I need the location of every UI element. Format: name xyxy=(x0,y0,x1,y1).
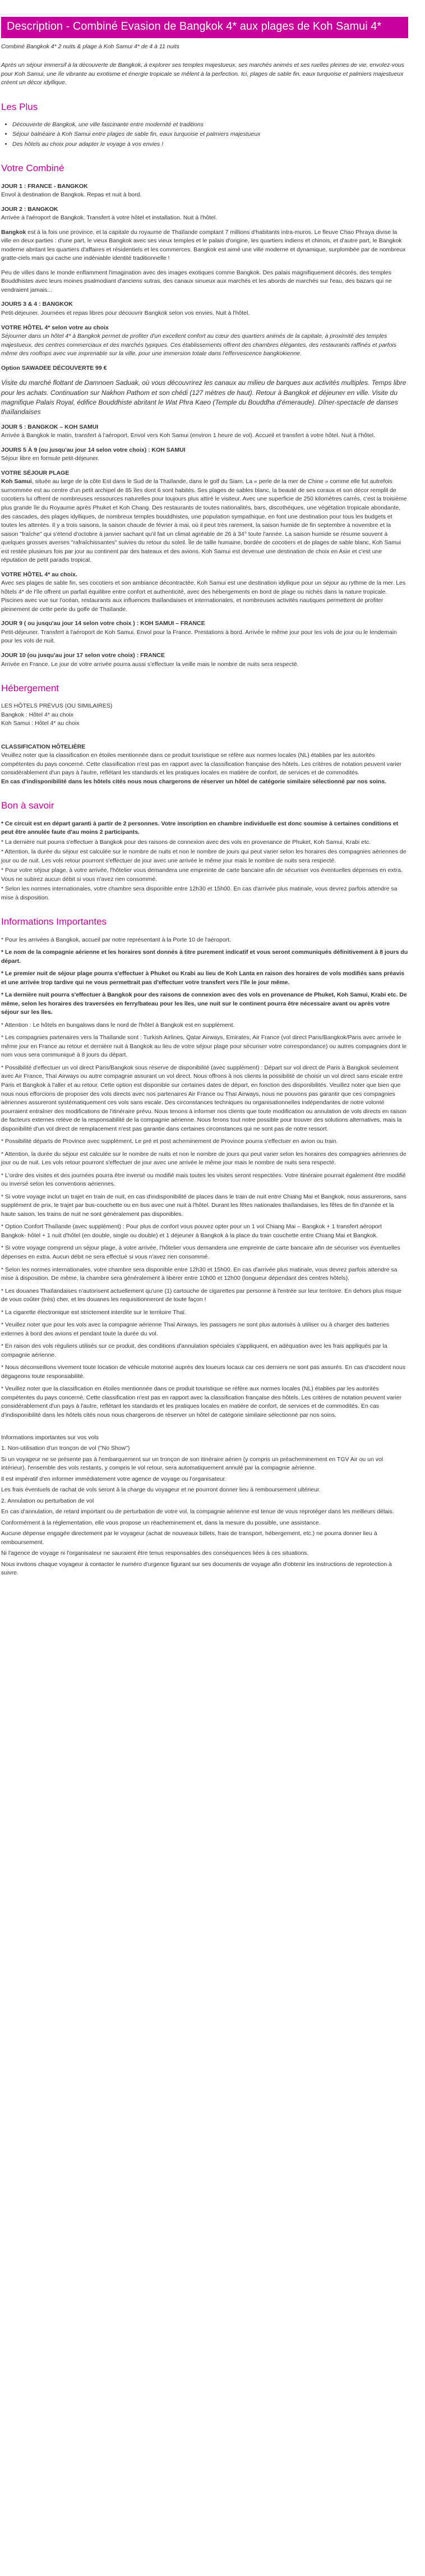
bangkok-lead: Bangkok xyxy=(1,228,26,236)
page xyxy=(0,17,425,1602)
flight-info-line: En cas d'annulation, de retard important ou de perturbation de votre vol, la compagnie aérienne est tenue de vous reprotéger dans les meilleurs délais. xyxy=(1,1508,394,1516)
flight-info-line: 1. Non-utilisation d'un tronçon de vol ("No Show") xyxy=(1,1445,130,1452)
info-item: * Possibilité départs de Province avec supplément. Le pré et post acheminement de Province pourra s'effectuer en avion ou train. xyxy=(1,1138,338,1145)
content xyxy=(0,43,425,1578)
info-item: * Le nom de la compagnie aérienne et les horaires sont donnés à titre purement indicatif et vous seront communiqués définitivement à 8 jours du départ. xyxy=(1,949,408,965)
section-heading-combine: Votre Combiné xyxy=(1,163,64,174)
flight-info-line: Les frais éventuels de rachat de vols seront à la charge du voyageur et ne pourront donner lieu à remboursement ultérieur. xyxy=(1,1486,321,1494)
hotel-line: Koh Samui : Hôtel 4* au choix xyxy=(1,720,80,727)
day-title: JOURS 3 & 4 : BANGKOK xyxy=(1,301,73,308)
plus-item: • Séjour balnéaire à Koh Samui entre plages de sable fin, eaux turquoise et palmiers majestueux xyxy=(12,130,408,139)
day-text: Envol à destination de Bangkok. Repas et nuit à bord. xyxy=(1,191,142,199)
info-item: * Si votre voyage inclut un trajet en train de nuit, en cas d'indisponibilité de places dans le train de nuit entre Chiang Mai et Bangkok, nous assurerons, sans supplément de prix, le trajet par bus-couchette ou en bus avec une nuit à l'hôtel. Durant les fêtes nationales thaïlandaises, les fêtes de fin d'année et la haute saison, les trains de nuit ne sont généralement pas disponibles. xyxy=(1,1193,406,1218)
intro-text: Après un séjour immersif à la découverte de Bangkok, à explorer ses temples majestueux, ses marchés animés et ses ruelles pleines de vie, envolez-vous pour Koh Samui, une île vibrante au exotisme et énergie tropicale se mêlent à la perfection. Ici, plages de sable fin, eaux turquoise et palmiers majestueux créent un décor idyllique. xyxy=(1,62,405,86)
info-item: * La dernière nuit pourra s'effectuer à Bangkok pour des raisons de connexion avec des vols en provenance de Phuket, Koh Samui, Krabi etc. De même, selon les horaires des traversées en ferry/bateau pour les îles, une nuit sur le continent pourra être nécessaire avant ou après votre séjour sur les îles. xyxy=(1,991,407,1016)
section-heading-infos: Informations Importantes xyxy=(1,916,107,927)
info-item: * Possibilité d'effectuer un vol direct Paris/Bangkok sous réserve de disponibilité (avec supplément) : Départ sur vol direct de Paris à Bangkok seulement avec Air France, Thaï Airways ou autre compagnie assurant un vol direct. Nous offrons à nos clients la possibilité de choisir un vol direct sans escale entre Paris et Bangkok à l'aller et au retour. Cette option est disponible sur certaines dates de départ, en fonction des disponibilités. Veuillez noter que bien que nous nous efforcions de proposer des vols directs avec nos partenaires Air France ou Thaï Airways, nous ne pouvons pas garantir que ces compagnies aériennes assureront systématiquement ces vols sans escale. Des circonstances techniques ou organisationnelles indépendantes de notre volonté pourraient entraîner des modifications de l'itinéraire prévu. Nous tenons à informer nos clients que toute modification ou annulation de vols directs en raison de facteurs externes relève de la responsabilité de la compagnie aérienne. Nous ferons tout notre possible pour trouver des solutions alternatives, mais la disponibilité d'un vol direct de remplacement n'est pas garantie dans certaines circonstances qui ne sont pas de notre ressort. xyxy=(1,1064,406,1132)
day-title: JOUR 5 : BANGKOK – KOH SAMUI xyxy=(1,423,99,430)
info-item: * Attention : Le hôtels en bungalows dans le nord de l'hôtel à Bangkok est en supplément. xyxy=(1,1021,235,1028)
info-item: * Veuillez noter que pour les vols avec la compagnie aérienne Thaï Airways, les passagers ne sont plus autorisés à utiliser ou à charger des batteries externes à bord des avions et pendant toute la durée du vol. xyxy=(1,1321,390,1337)
day-text: Séjour libre en formule petit-déjeuner. xyxy=(1,455,100,462)
info-item: * Option Confort Thaïlande (avec supplément) : Pour plus de confort vous pouvez opter pour un 1 vol Chiang Mai – Bangkok + 1 transfert aéroport Bangkok- hôtel + 1 nuit d'hôtel (en double, single ou double) et 1 déjeuner à Bangkok à la place du train couchette entre Chiang Mai et Bangkok. xyxy=(1,1223,382,1239)
sejour-title: VOTRE SÉJOUR PLAGE xyxy=(1,469,70,476)
flight-info-line: Il est impératif d'en informer immédiatement votre agence de voyage ou l'organisateur. xyxy=(1,1475,227,1482)
page-title: Description - Combiné Evasion de Bangkok 4* aux plages de Koh Samui 4* xyxy=(1,17,408,38)
day-title: JOURS 5 À 9 (ou jusqu'au jour 14 selon votre choix) : KOH SAMUI xyxy=(1,446,186,453)
bangkok-text-2: Peu de villes dans le monde enflamment l'imagination avec des images exotiques comme Bangkok. Des palais magnifiquement décorés, des temples Bouddhistes avec leurs moines psalmodiant d'anciens sutras, des canaux sinueux aux marchés et les abords de marchés sur l'eau, des bazars qui ne vendraient jamais... xyxy=(1,269,392,293)
hotel4-title: VOTRE HÔTEL 4* au choix. xyxy=(1,571,77,578)
section-heading-bon: Bon à savoir xyxy=(1,800,54,811)
option-title: Option SAWADEE DÉCOUVERTE 99 € xyxy=(1,364,107,371)
day-text: Petit-déjeuner. Journées et repas libres pour découvrir Bangkok selon vos envies. Nuit à l'hôtel. xyxy=(1,310,250,316)
plus-list xyxy=(1,121,408,149)
day-title: JOUR 2 : BANGKOK xyxy=(1,205,58,213)
info-item: * Le premier nuit de séjour plage pourra s'effectuer à Phuket ou Krabi au lieu de Koh Lanta en raison des horaires de vols modifiés sans préavis et une arrivée trop tardive qui ne vous permettrait pas d'effectuer votre transfert vers l'île le jour même. xyxy=(1,970,405,986)
info-item: * L'ordre des visites et des journées pourra être inversé ou modifié mais toutes les visites seront respectées. Votre itinéraire pourrait également être modifié ou inversé selon les conventions aériennes. xyxy=(1,1172,406,1188)
bon-text: * Pour votre séjour plage, à votre arrivée, l'hôtelier vous demandera une empreinte de carte bancaire afin de sécuriser vos éventuelles dépenses en extra. Vous ne subirez aucun débit si vous n'avez rien consommé. xyxy=(1,867,403,883)
flight-info-line: Nous invitons chaque voyageur à contacter le numéro d'urgence figurant sur ses documents de voyage afin d'obtenir les instructions de reprotection à suivre. xyxy=(1,1560,392,1577)
koh-text: , située au large de la côte Est dans le Sud de la Thaïlande, dans le golf du Siam. La « perle de la mer de Chine » comme elle fut autrefois surnommée est au centre d'un petit archipel de 85 îles dont 6 sont habités. Ses plages de sables blanc, la beauté de ses coraux et son décor remplit de cocotiers lui offrent de nombreuses ressources naturelles pour toujours plus attiré le visiteur. Avec une superficie de 250 kilomètres carrés, c'est la troisième plus grande île du Royaume après Phuket et Koh Chang. Des restaurants de toutes nationalités, bars, discothèques, une végétation tropicale abondante, des cascades, des plages idylliques, de nombreux temples bouddhistes, une population sympathique, en font une destination pour tous les budgets et toutes les attentes. Il y a trois saisons, la saison chaude de février à mai, où il peut très rarement, la saison humide de fin septembre à novembre et la saison "fraîche" qui s'étend d'octobre à janvier sachant qu'il fait un climat agréable de 26 à 34° toute l'année. La saison humide se résume souvent à quelques grosses averses "rafraîchissantes" suivies du retour du soleil. Île de taille humaine, bordée de cocotiers et de plages de sable blanc, Koh Samui est restée plusieurs fois par jour au continent par des bateaux et des avions. Koh Samui est devenue une destination de choix en Asie et c'est une réputation de petit paradis tropical. xyxy=(1,478,407,564)
info-item: * Si votre voyage comprend un séjour plage, à votre arrivée, l'hôtelier vous demandera une empreinte de carte bancaire afin de sécuriser vos éventuelles dépenses en extra. Aucun débit ne sera effectué si vous n'avez rien consommé. xyxy=(1,1245,400,1260)
section-heading-hebergement: Hébergement xyxy=(1,683,59,694)
day-title: JOUR 9 ( ou jusqu'au jour 14 selon votre choix ) : KOH SAMUI – FRANCE xyxy=(1,620,205,627)
info-item: * En raison des vols réguliers utilisés sur ce produit, des conditions d'annulation spéciales s'appliquent, en adéquation avec les frais appliqués par la compagnie aérienne. xyxy=(1,1343,387,1358)
day-title: JOUR 1 : FRANCE - BANGKOK xyxy=(1,182,88,190)
info-item: * Nous déconseillons vivement toute location de véhicule motorisé auprès des loueurs locaux car ces derniers ne sont pas assurés. En cas d'accident nous dégageons toute responsabilité. xyxy=(1,1364,406,1380)
flight-info-line: Conformément à la réglementation, elle vous propose un réacheminement et, dans la mesure du possible, une assistance. xyxy=(1,1519,321,1526)
flight-info-line: Ni l'agence de voyage ni l'organisateur ne sauraient être tenus responsables des conséquences liées à ces situations. xyxy=(1,1550,309,1557)
option-text: Visite du marché flottant de Damnoen Saduak, où vous découvrirez les canaux au milieu de barques aux activités multiples. Temps libre pour les achats. Continuation sur Nakhon Pathom et son chédi (127 mètres de haut). Retour à Bangkok et déjeuner en ville. Visite du magnifique Palais Royal, édifice Bouddhiste abritant le Wat Phra Kaeo (Temple du Bouddha d'émeraude). Dîner-spectacle de danses thaïlandaises xyxy=(1,379,406,416)
info-item: * Selon les normes internationales, votre chambre sera disponible entre 12h30 et 15h00. En cas d'arrivée plus matinale, vous devrez parfois attendre sa mise à disposition. De même, la chambre sera généralement à libérer entre 10h00 et 12h00 (longueur dépendant des centres hôtels). xyxy=(1,1266,398,1282)
day-text: Petit-déjeuner. Transfert à l'aéroport de Koh Samui. Envol pour la France. Prestations à bord. Arrivée le même jour pour les vols de jour ou le lendemain pour les vols de nuit. xyxy=(1,628,397,645)
flight-info-block xyxy=(1,1434,408,1578)
bon-text: * Attention, la durée du séjour est calculée sur le nombre de nuits et non le nombre de jours qui peut varier selon les horaires des compagnies aériennes de jour ou de nuit. Les vols retour pourront s'effectuer de jour avec une arrivée le même jour mais le nombre de nuits sera respecté. xyxy=(1,848,406,864)
section-heading-plus: Les Plus xyxy=(1,101,38,112)
info-item: * Attention, la durée du séjour est calculée sur le nombre de nuits et non le nombre de jours qui peut varier selon les horaires des compagnies aériennes de jour ou de nuit. Les vols retour pourront s'effectuer de jour avec une arrivée le même jour mais le nombre de nuits sera respecté. xyxy=(1,1150,406,1167)
day-title: JOUR 10 (ou jusqu'au jour 17 selon votre choix) : FRANCE xyxy=(1,651,165,659)
day-text: Arrivée à l'aéroport de Bangkok. Transfert à votre hôtel et installation. Nuit à l'hôtel. xyxy=(1,214,218,222)
hotel-note-title: VOTRE HÔTEL 4* selon votre au choix xyxy=(1,324,109,331)
plus-item: • Découverte de Bangkok, une ville fascinante entre modernité et traditions xyxy=(12,121,408,130)
info-item: * Les compagnies partenaires vers la Thaïlande sont : Turkish Airlines, Qatar Airways, Emirates, Air France (vol direct Paris/Bangkok/Paris avec arrivée le même jour en France au retour et dernière nuit à Bangkok au lieu de votre séjour plage pour sécuriser votre correspondance) ou autres compagnies dont le nom vous sera communiqué à 8 jours du départ. xyxy=(1,1034,407,1059)
flight-info-heading: Informations importantes sur vos vols xyxy=(1,1434,99,1441)
bangkok-text: est à la fois une province, et la capitale du royaume de Thaïlande comptant 7 millions d'habitants intra-muros. Le fleuve Chao Phraya divise la ville en deux parties : d'une part, le vieux Bangkok avec ses vieux temples et le palais d'origine, les quartiers indiens et chinois, et d'autre part, le Bangkok moderne abritant les quartiers d'affaires et résidentiels et les commerces. Bangkok est aimé une ville moderne et dynamique, surplombée par de nombreux gratte-ciels mais qui cache une indéniable identité traditionnelle ! xyxy=(1,228,406,262)
classification-note: En cas d'indisponibilité dans les hôtels cités nous nous chargerons de réserver un hôtel de catégorie similaire sélectionné par nos soins. xyxy=(1,778,386,785)
info-item: * La cigarette électronique est strictement interdite sur le territoire Thaï. xyxy=(1,1308,187,1316)
flight-info-line: Aucune dépense engagée directement par le voyageur (achat de nouveaux billets, frais de transport, hébergement, etc.) ne pourra donner lieu à remboursement. xyxy=(1,1530,377,1546)
classification-text: Veuillez noter que la classification en étoiles mentionnée dans ce produit touristique se réfère aux normes locales (NL) établies par les autorités compétentes du pays concerné. Cette classification n'est pas en rapport avec la classification française des hôtels. Les critères de notation peuvent varier considérablement d'un pays à l'autre, reflétant les standards et les pratiques locales en matière de confort, de services et de commodités. xyxy=(1,752,402,777)
info-item: * Pour les arrivées à Bangkok, accueil par notre représentant à la Porte 10 de l'aéroport. xyxy=(1,936,231,943)
flight-info-line: 2. Annulation ou perturbation de vol xyxy=(1,1497,94,1504)
hotel-line: LES HÔTELS PRÉVUS (OU SIMILAIRES) xyxy=(1,702,113,710)
day-text: Arrivée à Bangkok le matin, transfert à l'aéroport. Envol vers Koh Samui (environ 1 heure de vol). Accueil et transfert à votre hôtel. Nuit à l'hôtel. xyxy=(1,432,376,439)
hotel4-text: Avec ses plages de sable fin, ses cocotiers et son ambiance décontractée, Koh Samui est une destination idyllique pour un séjour au rythme de la mer. Les hôtels 4* de l'île offrent un parfait équilibre entre confort et authenticité, avec des hébergements en bord de plage ou nichés dans la nature tropicale. Piscines avec vue sur l'océan, restaurants aux influences thaïlandaises et internationales, et nombreuses activités nautiques permettent de profiter pleinement de cette perle du golfe de Thaïlande. xyxy=(1,580,406,613)
bon-text: * Selon les normes internationales, votre chambre sera disponible entre 12h30 et 15h00. En cas d'arrivée plus matinale, vous devrez parfois attendre sa mise à disposition. xyxy=(1,885,398,901)
subtitle: Combiné Bangkok 4* 2 nuits & plage à Koh Samui 4* de 4 à 11 nuits xyxy=(1,43,179,50)
infos-list xyxy=(1,936,408,1420)
classification-title: CLASSIFICATION HÔTELIÈRE xyxy=(1,743,86,750)
info-item: * Les douanes Thaïlandaises n'autorisent actuellement qu'une (1) cartouche de cigarettes par personne à l'entrée sur leur territoire. En dehors plus risque de vous coûter (très) cher, et les douanes les requisitionneront de toute façon ! xyxy=(1,1287,401,1303)
info-item: * Veuillez noter que la classification en étoiles mentionnée dans ce produit touristique se réfère aux normes locales (NL) établies par les autorités compétentes du pays concerné. Cette classification n'est pas en rapport avec la classification française des hôtels. Les critères de notation peuvent varier considérablement d'un pays à l'autre, reflétant les standards et les pratiques locales en matière de confort, de services et de commodités. En cas d'indisponibilité dans les hôtels cités nous nous chargerons de réserver un hôtel de catégorie similaire sélectionné par nos soins. xyxy=(1,1385,402,1418)
koh-lead: Koh Samui xyxy=(1,478,32,485)
bangkok-description xyxy=(1,228,408,263)
flight-info-line: Si un voyageur ne se présente pas à l'embarquement sur un tronçon de son itinéraire aérien (y compris un préacheminement en TGV Air ou un vol intérieur), l'ensemble des vols restants, y compris le vol retour, sera automatiquement annulé par la compagnie aérienne. xyxy=(1,1455,384,1472)
day-text: Arrivée en France. Le jour de votre arrivée pourra aussi s'effectuer la veille mais le nombre de nuits sera respecté. xyxy=(1,660,299,668)
plus-item: • Des hôtels au choix pour adapter le voyage à vos envies ! xyxy=(12,140,408,149)
bon-text: * Ce circuit est en départ garanti à partir de 2 personnes. Votre inscription en chambre individuelle est donc soumise à certaines conditions et peut être annulée faute d'au moins 2 participants. xyxy=(1,820,399,836)
hotel-note-text: Séjourner dans un hôtel 4* à Bangkok permet de profiter d'un excellent confort au cœur des quartiers animés de la capitale, à proximité des temples majestueux, des centres commerciaux et des marchés typiques. Ces établissements offrent des chambres élégantes, des restaurants raffinés et parfois même des rooftops avec vue imprenable sur la ville, pour une immersion totale dans l'effervescence bangkokienne. xyxy=(1,333,397,357)
hotel-line: Bangkok : Hôtel 4* au choix xyxy=(1,711,73,718)
koh-samui-description xyxy=(1,477,408,564)
bon-text: * La dernière nuit pourra s'effectuer à Bangkok pour des raisons de connexion avec des vols en provenance de Phuket, Koh Samui, Krabi etc. xyxy=(1,838,371,846)
